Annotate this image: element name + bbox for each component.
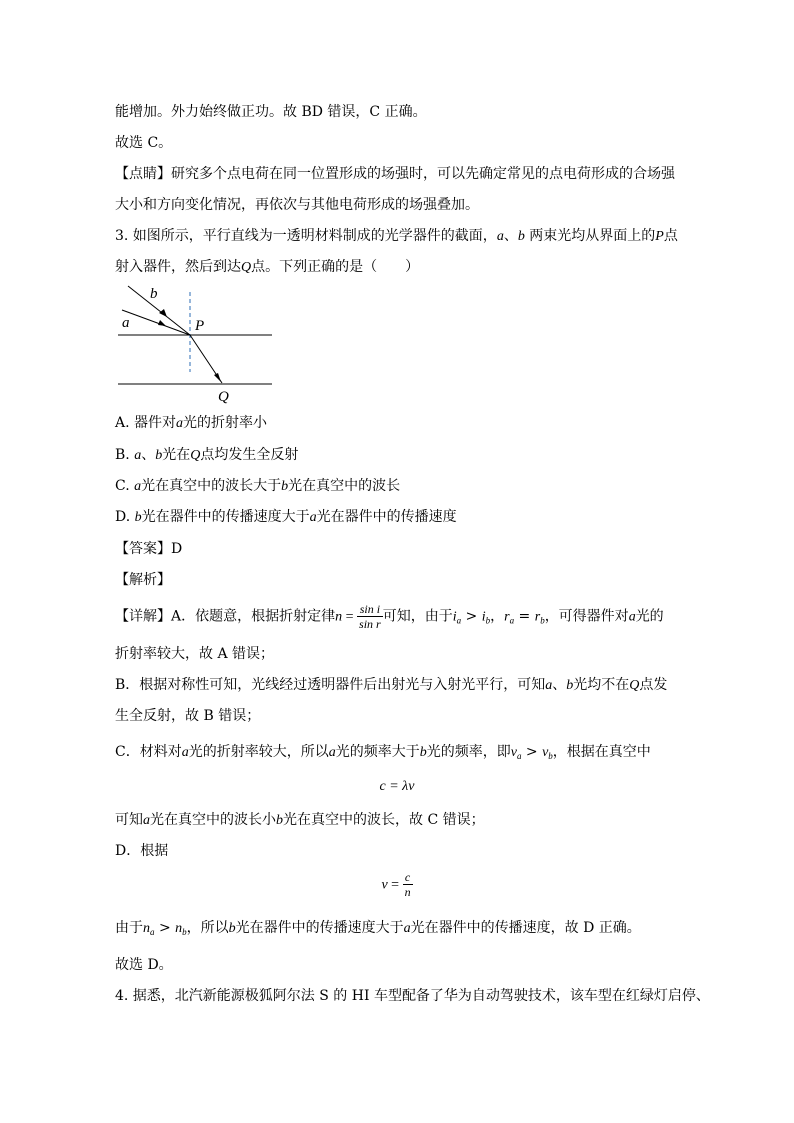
detail-line-1: 【详解】A．依题意，根据折射定律n = $\frac{\text{sin i}}{\text{sin r}}$ 可知，由于$i_a > i_b$，$r_a = r_b$，可得器件对a光的 — [115, 602, 664, 631]
option-d: D. b光在器件中的传播速度大于a光在器件中的传播速度 — [115, 509, 457, 525]
refracted-ray-arrow-icon — [214, 373, 221, 382]
text-line: 能增加。外力始终做正功。故 BD 错误，C 正确。 — [115, 104, 427, 120]
speed-equation: v = $\frac{c}{n}$ — [381, 870, 411, 899]
refraction-figure — [110, 282, 280, 404]
ray-a-arrow-icon — [158, 320, 166, 326]
snell-fraction: $\frac{\text{sin i}}{\text{sin r}}$ — [359, 602, 381, 631]
ray-b — [128, 286, 190, 335]
speed-fraction: $\frac{c}{n}$ — [404, 870, 411, 899]
detail-line-9: 故选 D。 — [115, 957, 173, 973]
question-3-line1: 3. 如图所示，平行直线为一透明材料制成的光学器件的截面，a、b 两束光均从界面上的P点 — [115, 228, 678, 244]
label-a: a — [122, 315, 130, 331]
detail-line-8: 由于$n_a > n_b$，所以b光在器件中的传播速度大于a光在器件中的传播速度，故 D 正确。 — [115, 920, 641, 937]
option-b: B. a、b光在Q点均发生全反射 — [115, 447, 299, 463]
detail-line-5: C．材料对a光的折射率较大，所以a光的频率大于b光的频率，即$\nu_a > \nu_b$，根据在真空中 — [115, 744, 651, 761]
wave-equation: c = λν — [379, 779, 415, 794]
label-p: P — [195, 318, 205, 334]
text-line: 故选 C。 — [115, 135, 173, 151]
label-b: b — [150, 286, 158, 302]
text-line: 【点睛】研究多个点电荷在同一位置形成的场强时，可以先确定常见的点电荷形成的合场强 — [115, 166, 675, 182]
analysis-heading: 【解析】 — [115, 572, 171, 588]
option-c: C. a光在真空中的波长大于b光在真空中的波长 — [115, 478, 401, 494]
answer-line: 【答案】D — [115, 541, 183, 557]
question-3-line2: 射入器件，然后到达Q点。下列正确的是（ ） — [115, 259, 420, 275]
detail-line-3: B．根据对称性可知，光线经过透明器件后出射光与入射光平行，可知a、b光均不在Q点发 — [115, 677, 668, 693]
detail-line-7: D．根据 — [115, 843, 169, 859]
ray-a — [122, 310, 190, 335]
ray-b-arrow-icon — [159, 309, 167, 317]
question-4-line1: 4. 据悉，北汽新能源极狐阿尔法 S 的 HI 车型配备了华为自动驾驶技术，该车型在红绿灯启停、 — [115, 988, 710, 1004]
detail-line-4: 生全反射，故 B 错误； — [115, 708, 261, 724]
text-line: 大小和方向变化情况，再依次与其他电荷形成的场强叠加。 — [115, 197, 479, 213]
detail-line-2: 折射率较大，故 A 错误； — [115, 646, 275, 662]
detail-line-6: 可知a光在真空中的波长小b光在真空中的波长，故 C 错误； — [115, 812, 485, 828]
option-a: A. 器件对a光的折射率小 — [115, 415, 268, 431]
label-q: Q — [218, 389, 229, 404]
